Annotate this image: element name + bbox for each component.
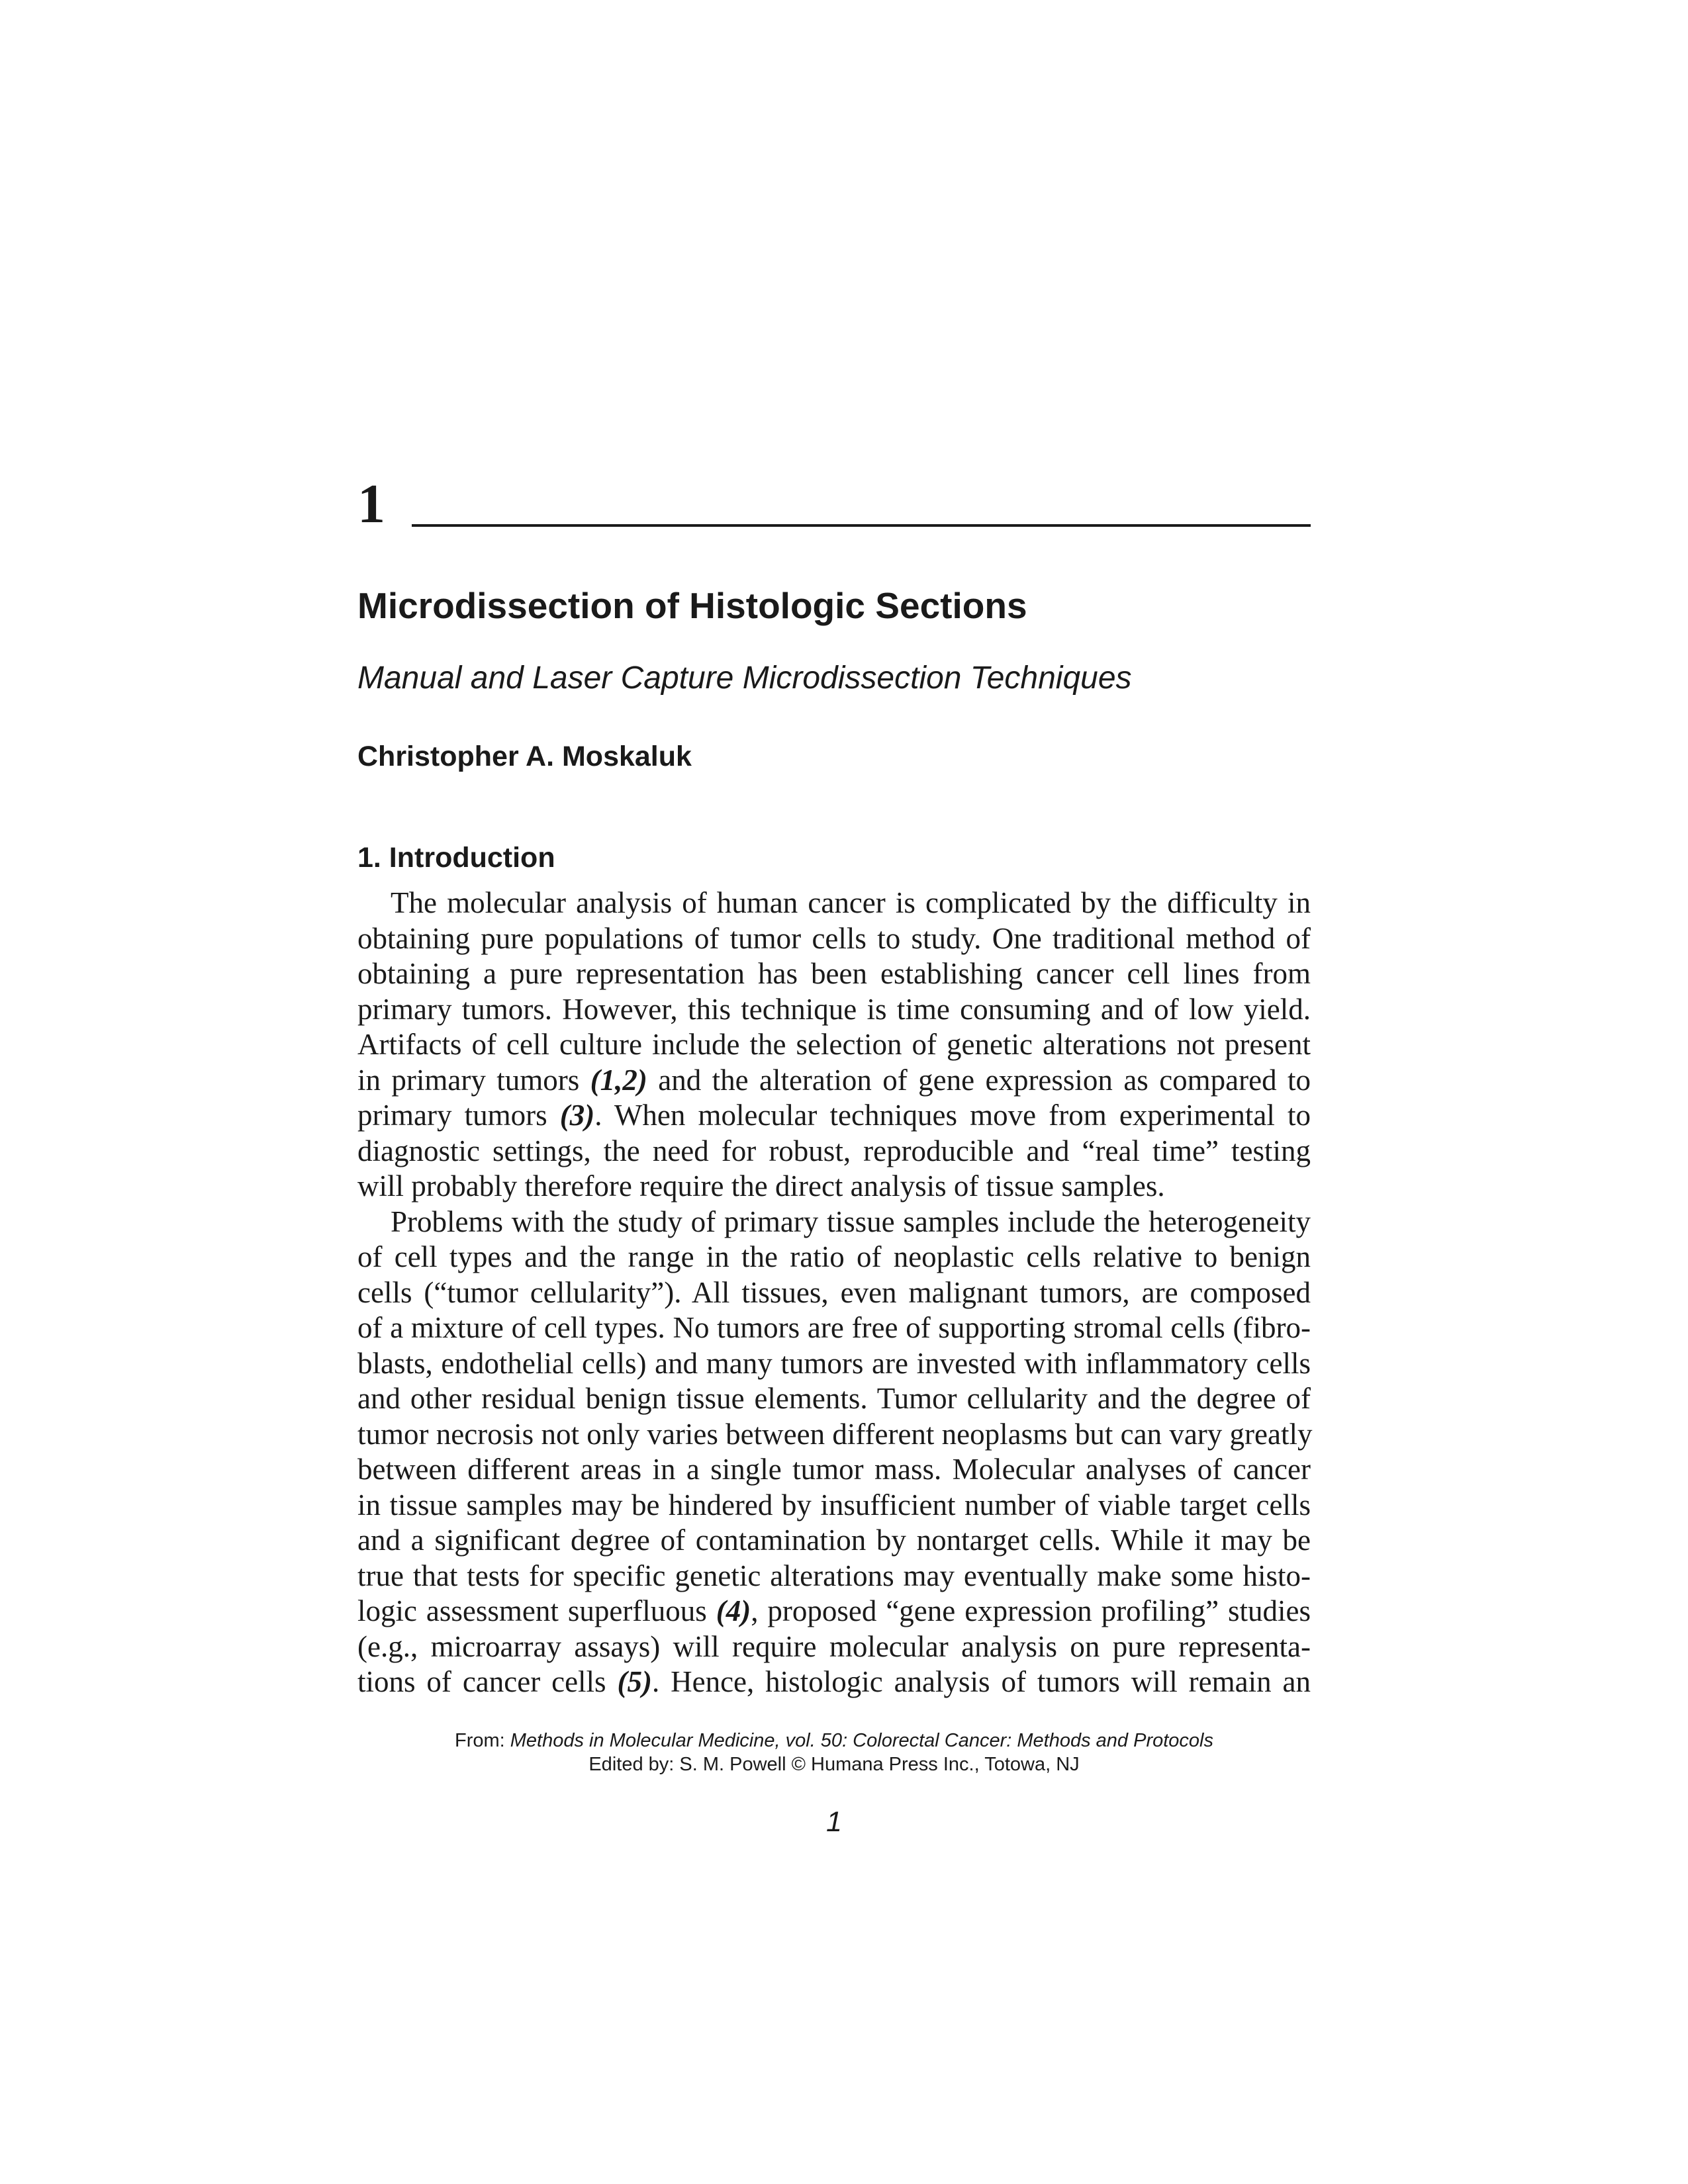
footnote-source-title: Methods in Molecular Medicine, vol. 50: Colorectal Cancer: Methods and Protocols [510, 1730, 1214, 1751]
footnote-source-line [357, 1729, 1311, 1752]
text-run: tions of cancer cells [357, 1665, 618, 1698]
text-run: Problems with the study of primary tissue samples include the heterogeneity [391, 1205, 1311, 1238]
text-line [357, 1027, 1311, 1063]
text-run: and the alteration of gene expression as compared to [647, 1063, 1311, 1097]
text-run: and other residual benign tissue elements. Tumor cellularity and the degree of [357, 1382, 1311, 1415]
text-line [357, 921, 1311, 957]
page-number: 1 [826, 1806, 842, 1838]
text-run: in primary tumors [357, 1063, 590, 1097]
text-run: The molecular analysis of human cancer is complicated by the difficulty in [391, 886, 1311, 919]
footnote-edited-by: Edited by: S. M. Powell © Humana Press Inc., Totowa, NJ [588, 1754, 1080, 1775]
text-run: cells (“tumor cellularity”). All tissues, even malignant tumors, are composed [357, 1275, 1311, 1309]
text-line [357, 1417, 1311, 1453]
body-text [357, 886, 1311, 1700]
text-line [357, 1523, 1311, 1559]
text-run: , proposed “gene expression profiling” studies [751, 1594, 1311, 1627]
text-line [357, 1240, 1311, 1275]
text-run: of cell types and the range in the ratio of neoplastic cells relative to benign [357, 1240, 1311, 1273]
text-line [357, 1134, 1311, 1169]
paragraph [357, 886, 1311, 1205]
text-line [357, 1275, 1311, 1311]
citation: (4) [716, 1594, 751, 1627]
section-heading-introduction: 1. Introduction [357, 842, 555, 874]
text-run: diagnostic settings, the need for robust, reproducible and “real time” testing [357, 1134, 1311, 1167]
text-run: primary tumors. However, this technique is time consuming and of low yield. [357, 992, 1311, 1026]
text-run: . When molecular techniques move from experimental to [594, 1099, 1311, 1132]
text-run: and a significant degree of contamination by nontarget cells. While it may be [357, 1524, 1311, 1557]
text-run: in tissue samples may be hindered by insufficient number of viable target cells [357, 1488, 1311, 1522]
text-line [357, 1559, 1311, 1594]
author-name: Christopher A. Moskaluk [357, 741, 692, 772]
text-line [357, 1169, 1311, 1205]
text-run: primary tumors [357, 1099, 560, 1132]
text-line [357, 886, 1311, 921]
footnote-from-label: From: [454, 1730, 510, 1751]
text-line [357, 1381, 1311, 1417]
text-line [357, 1629, 1311, 1665]
paragraph [357, 1205, 1311, 1700]
text-run: between different areas in a single tumor mass. Molecular analyses of cancer [357, 1453, 1311, 1486]
text-run: obtaining a pure representation has been establishing cancer cell lines from [357, 957, 1311, 990]
text-line [357, 1452, 1311, 1488]
text-line [357, 992, 1311, 1028]
text-line [357, 1488, 1311, 1524]
chapter-rule [412, 524, 1311, 527]
text-line [357, 1594, 1311, 1629]
text-run: of a mixture of cell types. No tumors are free of supporting stromal cells (fibro- [357, 1311, 1311, 1344]
text-line [357, 1664, 1311, 1700]
text-line [357, 1098, 1311, 1134]
text-line [357, 1205, 1311, 1240]
chapter-title: Microdissection of Histologic Sections [357, 585, 1027, 626]
text-line [357, 956, 1311, 992]
text-run: logic assessment superfluous [357, 1594, 716, 1627]
text-run: tumor necrosis not only varies between different neoplasms but can vary greatly [357, 1417, 1313, 1451]
citation: (3) [559, 1099, 595, 1132]
chapter-number: 1 [357, 473, 385, 535]
text-run: Artifacts of cell culture include the selection of genetic alterations not present [357, 1028, 1311, 1061]
chapter-subtitle: Manual and Laser Capture Microdissection Techniques [357, 660, 1132, 696]
text-run: true that tests for specific genetic alterations may eventually make some histo- [357, 1559, 1311, 1592]
source-footnote [357, 1729, 1311, 1776]
text-run: (e.g., microarray assays) will require molecular analysis on pure representa- [357, 1629, 1311, 1663]
text-run: . Hence, histologic analysis of tumors will remain an [651, 1665, 1311, 1698]
text-line [357, 1310, 1311, 1346]
citation: (1,2) [590, 1063, 647, 1097]
text-line [357, 1346, 1311, 1382]
text-line [357, 1063, 1311, 1099]
text-run: blasts, endothelial cells) and many tumors are invested with inflammatory cells [357, 1346, 1311, 1380]
citation: (5) [617, 1665, 652, 1698]
chapter-header [357, 471, 1311, 537]
text-run: obtaining pure populations of tumor cells to study. One traditional method of [357, 921, 1311, 955]
text-run: will probably therefore require the direct analysis of tissue samples. [357, 1169, 1165, 1203]
